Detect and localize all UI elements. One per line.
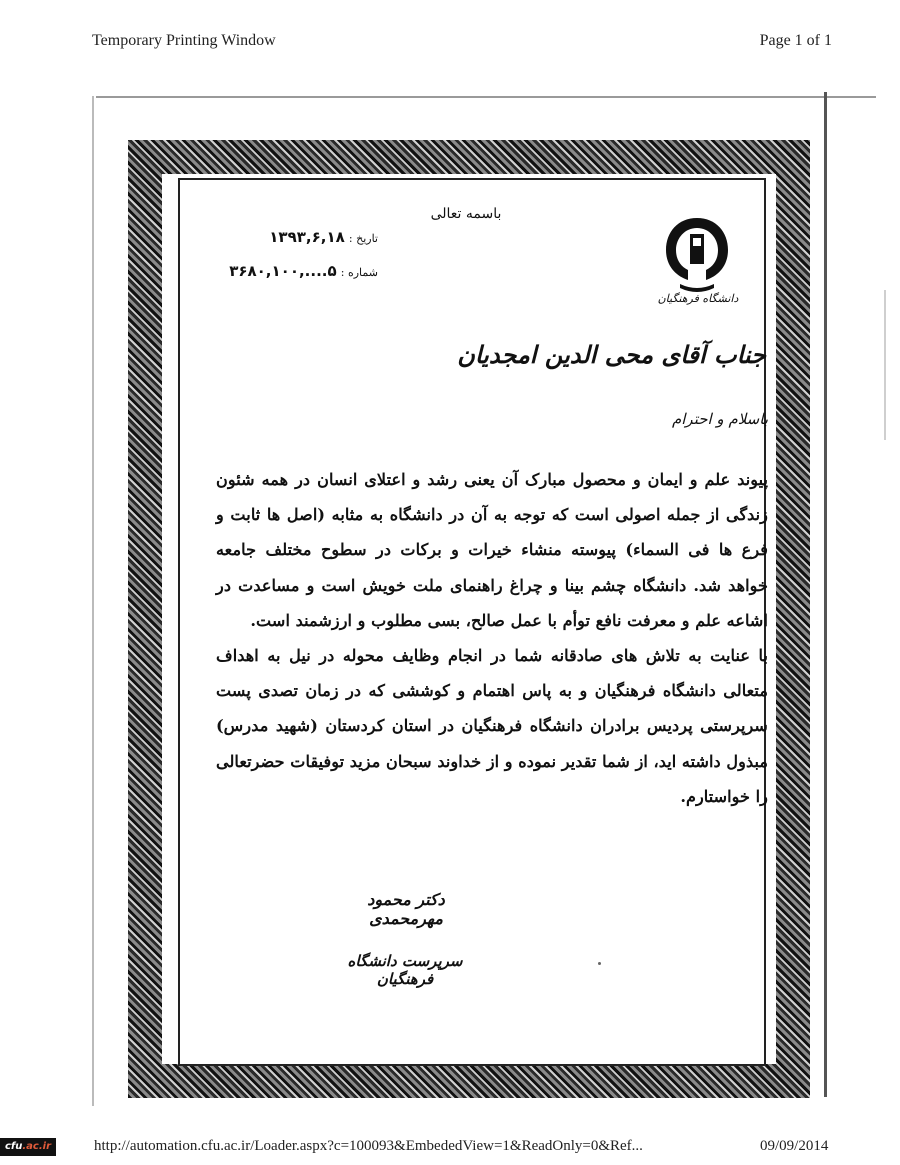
scan-edge-right: [824, 92, 827, 1097]
signatory-title: سرپرست دانشگاه فرهنگیان: [347, 952, 463, 988]
watermark-site: cfu: [4, 1141, 23, 1152]
date-label: تاریخ :: [348, 232, 378, 245]
number-label: شماره :: [340, 266, 378, 279]
date-value: ۱۳۹۳,۶,۱۸: [269, 228, 345, 246]
invocation: باسمه تعالی: [430, 206, 502, 222]
footer-url: http://automation.cfu.ac.ir/Loader.aspx?c=100093&EmbededView=1&ReadOnly=0&Ref...: [94, 1138, 643, 1154]
page-indicator: Page 1 of 1: [759, 32, 832, 49]
scan-edge-top: [96, 96, 876, 98]
paragraph-1: پیوند علم و ایمان و محصول مبارک آن یعنی رشد و اعتلای انسان در همه شئون زندگی از جمله اصولی است که توجه به آن در دانشگاه به مثابه (اصل ها ثابت و فرع ها فی السماء) پیوسته منشاء خیرات و برکات در سطوح مختلف جامعه خواهد شد. دانشگاه چشم بینا و چراغ راهنمای ملت خویش است و مساعدت در اشاعه علم و معرفت نافع توأم با عمل صالح، بسی مطلوب و ارزشمند است.: [216, 470, 768, 630]
salutation: باسلام و احترام: [671, 410, 768, 428]
paragraph-2: با عنایت به تلاش های صادقانه شما در انجام وظایف محوله در نیل به اهداف متعالی دانشگاه فرهنگیان و به پاس اهتمام و کوششی که در زمان تصدی پست سرپرستی پردیس برادران دانشگاه فرهنگیان در استان کردستان (شهید مدرس) مبذول داشته اید، از شما تقدیر نموده و از خداوند سبحان مزید توفیقات حضرتعالی را خواستارم.: [216, 646, 768, 806]
scan-speck: [598, 962, 601, 965]
signatory-name: دکتر محمود مهرمحمدی: [367, 890, 445, 928]
watermark-tld: .ac.ir: [22, 1141, 52, 1152]
window-title: Temporary Printing Window: [92, 32, 276, 49]
date-line: [228, 228, 378, 246]
scan-edge-left: [92, 96, 94, 1106]
logo-caption: دانشگاه فرهنگیان: [657, 292, 739, 305]
addressee: جناب آقای محی الدین امجدیان: [457, 340, 766, 369]
scan-edge-mark: [884, 290, 886, 440]
number-value: ۵....,۳۶۸۰,۱۰۰: [229, 262, 337, 280]
letter-body: [216, 462, 768, 814]
number-line: [228, 262, 378, 280]
footer-print-date: 09/09/2014: [760, 1138, 829, 1154]
site-watermark: [0, 1138, 56, 1156]
